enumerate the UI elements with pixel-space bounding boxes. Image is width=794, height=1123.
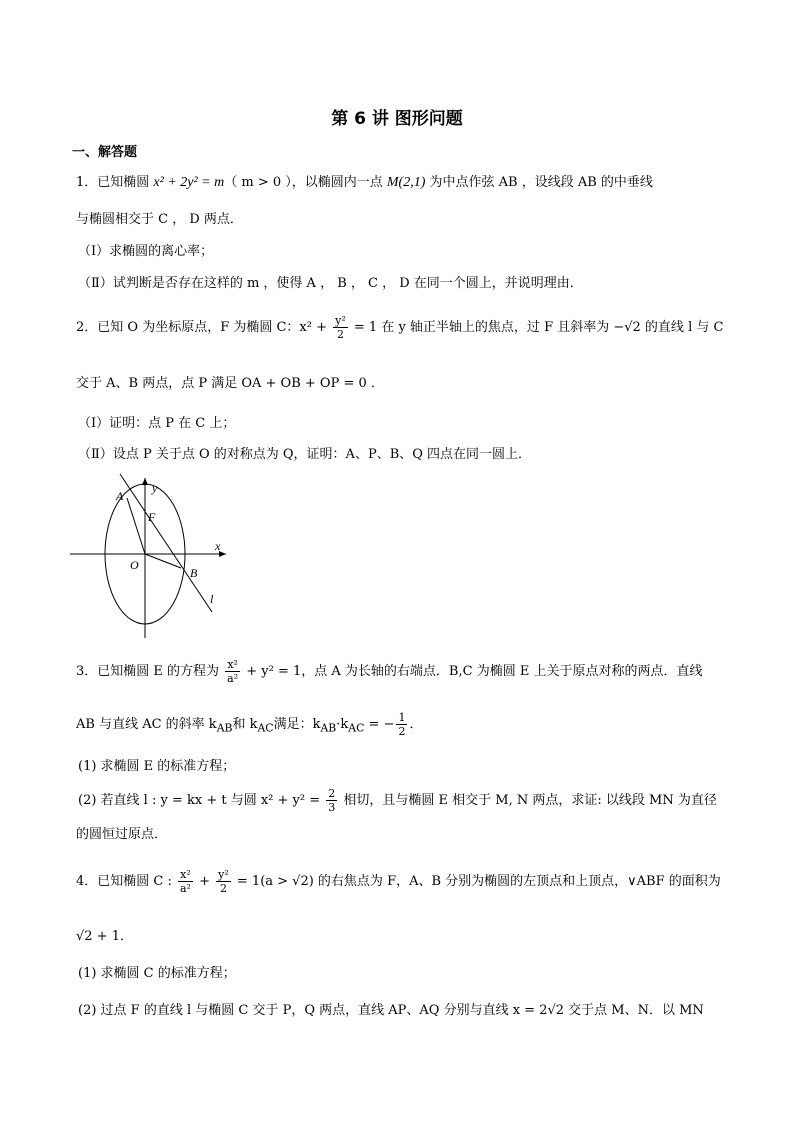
ellipse-equation: x² + 2y² = m bbox=[153, 175, 225, 190]
problem-3-question-2 bbox=[78, 787, 717, 814]
problem-4-line-1 bbox=[76, 868, 721, 895]
problem-4-text: 4．已知椭圆 C : bbox=[76, 874, 176, 889]
question-2-text-b: 相切，且与椭圆 E 相交于 M, N 两点，求证: 以线段 MN 为直径 bbox=[339, 793, 717, 808]
problem-2-line-2: 交于 A、B 两点，点 P 满足 OA + OB + OP = 0 ． bbox=[76, 376, 384, 391]
fraction-denominator: 2 bbox=[336, 328, 344, 341]
fraction-y2-over-2 bbox=[216, 868, 231, 895]
subscript-ac: AC bbox=[257, 721, 274, 735]
fraction-x2-over-a2 bbox=[225, 658, 240, 685]
problem-4-question-1: (1) 求椭圆 C 的标准方程； bbox=[78, 966, 236, 981]
problem-3-question-2-cont: 的圆恒过原点． bbox=[76, 827, 168, 842]
page-title: 第 6 讲 图形问题 bbox=[331, 109, 463, 129]
problem-2-question-1: （Ⅰ）证明：点 P 在 C 上； bbox=[78, 416, 236, 431]
fraction-numerator: x² bbox=[225, 658, 240, 672]
problem-2-question-2: （Ⅱ）设点 P 关于点 O 的对称点为 Q，证明：A、P、B、Q 四点在同一圆上． bbox=[78, 447, 532, 462]
slope-text-b: 和 k bbox=[232, 717, 258, 732]
slope-text: AB 与直线 AC 的斜率 k bbox=[76, 717, 217, 732]
fraction-y2-over-2 bbox=[333, 314, 348, 341]
slope-text-d: ·k bbox=[336, 717, 349, 732]
fraction-denominator: 3 bbox=[328, 801, 336, 814]
problem-1-condition: （ m > 0 ），以椭圆内一点 bbox=[224, 175, 387, 190]
segment-oa bbox=[127, 498, 145, 554]
problem-3-text: 3．已知椭圆 E 的方程为 bbox=[76, 664, 224, 679]
problem-3-text-b: + y² = 1，点 A 为长轴的右端点．B,C 为椭圆 E 上关于原点对称的两点．直线 bbox=[242, 664, 703, 679]
problem-4-line-2: √2 + 1． bbox=[76, 929, 133, 944]
label-y: y bbox=[152, 481, 158, 495]
subscript-ac-2: AC bbox=[348, 721, 365, 735]
fraction-denominator: 2 bbox=[219, 882, 227, 895]
problem-4-question-2: (2) 过点 F 的直线 l 与椭圆 C 交于 P，Q 两点，直线 AP、AQ 分别与直线 x = 2√2 交于点 M、N．以 MN bbox=[78, 1003, 704, 1018]
fraction-numerator: 2 bbox=[328, 787, 336, 800]
problem-2-line-1 bbox=[76, 314, 723, 341]
problem-3-question-1: (1) 求椭圆 E 的标准方程； bbox=[78, 759, 236, 774]
fraction-numerator: x² bbox=[178, 868, 193, 882]
label-b: B bbox=[190, 566, 198, 580]
problem-1-question-2: （Ⅱ）试判断是否存在这样的 m ，使得 A ， B ， C ， D 在同一个圆上，并说明理由． bbox=[78, 276, 583, 291]
fraction-one-half bbox=[396, 711, 407, 738]
segment-ob bbox=[145, 554, 181, 568]
label-a: A bbox=[116, 489, 124, 503]
label-l: l bbox=[210, 592, 214, 606]
fraction-denominator: 2 bbox=[398, 725, 406, 738]
section-heading: 一、解答题 bbox=[72, 145, 138, 160]
midpoint-m: M(2,1) bbox=[386, 175, 426, 190]
fraction-two-thirds bbox=[326, 787, 337, 814]
fraction-numerator: 1 bbox=[398, 711, 406, 724]
problem-4-text-b: = 1(a > √2) 的右焦点为 F，A、B 分别为椭圆的左顶点和上顶点，∨ABF 的面积为 bbox=[232, 874, 721, 889]
label-f: F bbox=[148, 510, 156, 524]
slope-text-c: 满足：k bbox=[273, 717, 321, 732]
problem-2-text-b: = 1 在 y 轴正半轴上的焦点，过 F 且斜率为 −√2 的直线 l 与 C bbox=[349, 320, 724, 335]
problem-2-text: 2．已知 O 为坐标原点，F 为椭圆 C：x² + bbox=[76, 320, 332, 335]
subscript-ab: AB bbox=[216, 721, 233, 735]
label-o: O bbox=[130, 558, 139, 572]
problem-3-line-2 bbox=[76, 711, 422, 738]
problem-1-line-1 bbox=[76, 171, 653, 191]
fraction-denominator: a² bbox=[227, 672, 239, 685]
problem-1-line-2: 与椭圆相交于 C ， D 两点． bbox=[76, 212, 243, 227]
problem-1-question-1: （Ⅰ）求椭圆的离心率； bbox=[78, 244, 214, 259]
fraction-x2-over-a2 bbox=[178, 868, 193, 895]
equals-minus: = − bbox=[364, 717, 395, 732]
plus-sign: + bbox=[194, 874, 215, 889]
question-2-text: (2) 若直线 l : y = kx + t 与圆 x² + y² = bbox=[78, 793, 325, 808]
problem-3-line-1 bbox=[76, 658, 702, 685]
problem-1-text-b: 为中点作弦 AB ，设线段 AB 的中垂线 bbox=[425, 175, 653, 190]
label-x: x bbox=[215, 539, 221, 553]
problem-1-text: 1．已知椭圆 bbox=[76, 175, 154, 190]
fraction-denominator: a² bbox=[180, 882, 191, 895]
period: ． bbox=[409, 717, 423, 732]
fraction-numerator: y² bbox=[218, 868, 229, 881]
subscript-ab-2: AB bbox=[320, 721, 337, 735]
ellipse-figure bbox=[68, 470, 238, 640]
fraction-numerator: y² bbox=[335, 314, 346, 327]
